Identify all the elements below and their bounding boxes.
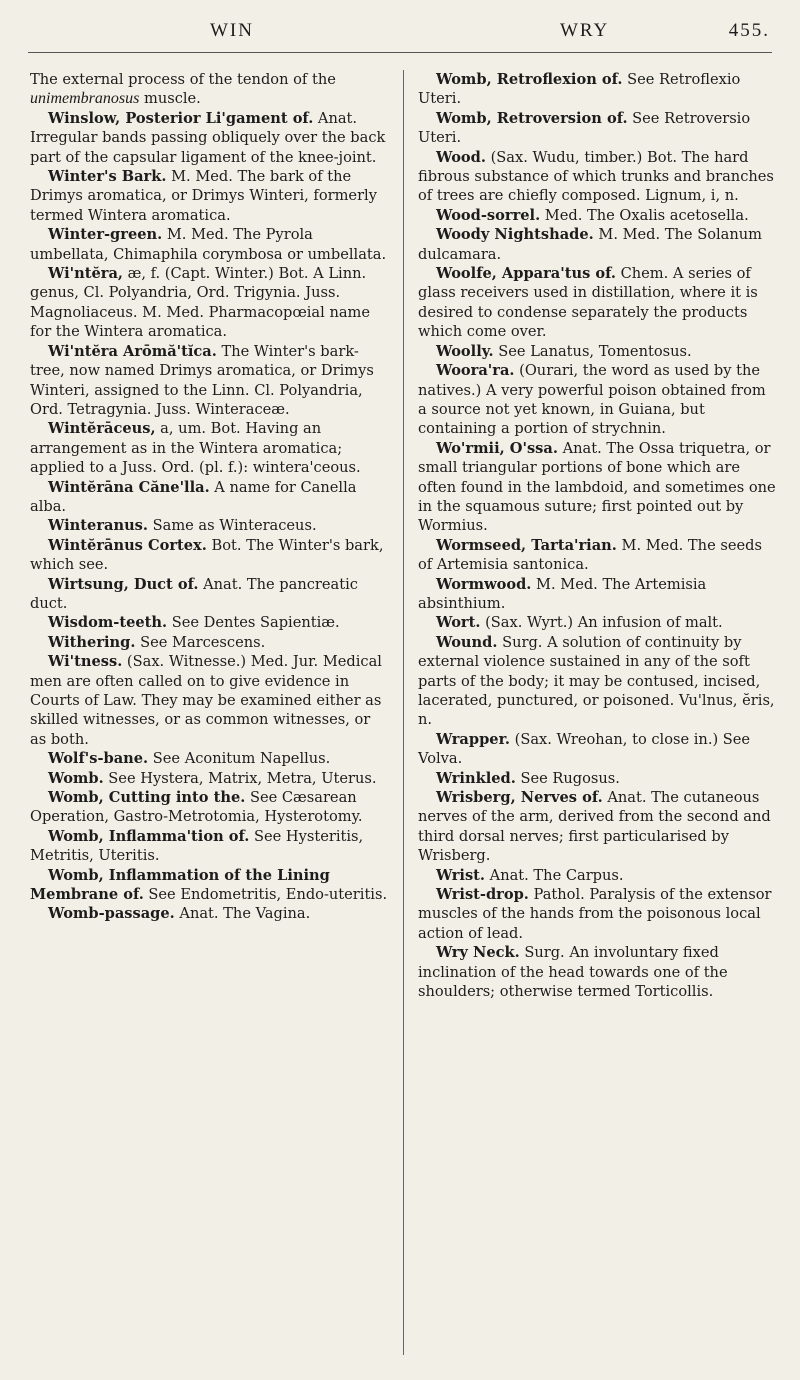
- dictionary-entry: [30, 264, 390, 342]
- entry-headword: Womb, Inflamma'tion of.: [48, 827, 250, 845]
- entry-headword: Winslow, Posterior Li'gament of.: [48, 109, 314, 127]
- dictionary-entry: [418, 788, 778, 866]
- entry-definition: M. Med. The Solanum dulcamara.: [418, 226, 762, 263]
- entry-headword: Woolfe, Appara'tus of.: [436, 265, 616, 283]
- dictionary-entry: [30, 613, 390, 632]
- entry-headword: Wrist-drop.: [436, 886, 529, 904]
- entry-headword: Withering.: [48, 633, 136, 651]
- entry-headword: Wort.: [436, 614, 481, 632]
- entry-definition: See Retroversio Uteri.: [418, 109, 751, 147]
- dictionary-entry: [30, 652, 390, 749]
- entry-definition: Anat. Irregular bands passing obliquely over the back part of the capsular ligament of the knee-joint.: [30, 109, 386, 166]
- entry-headword: Wintĕrāceus,: [48, 420, 156, 438]
- dictionary-entry: [30, 516, 390, 535]
- dictionary-entry: [418, 613, 778, 632]
- entry-headword: Winter's Bark.: [48, 168, 167, 186]
- entry-headword: Wisdom-teeth.: [48, 614, 168, 632]
- entry-definition: Surg. A solution of continuity by external violence sustained in any of the soft parts of the body; it may be contused, incised, lacerated, punctured, or poisoned. Vu'lnus, ĕris, n.: [418, 633, 775, 729]
- entry-headword: Wi'tness.: [48, 653, 123, 671]
- entry-definition: See Marcescens.: [135, 633, 266, 651]
- entry-definition: (Sax. Wyrt.) An infusion of malt.: [480, 614, 723, 632]
- entry-headword: Womb, Inflammation of the Lining Membrane of.: [30, 866, 330, 904]
- dictionary-entry: [30, 866, 390, 905]
- entry-headword: Wormwood.: [436, 575, 532, 593]
- entry-definition: Anat. The Carpus.: [485, 866, 624, 884]
- entry-definition: See Hysteritis, Metritis, Uteritis.: [30, 827, 364, 865]
- dictionary-entry: [418, 225, 778, 264]
- dictionary-entry: [30, 788, 390, 827]
- entry-headword: Woora'ra.: [436, 362, 515, 380]
- header-rule: [28, 52, 772, 53]
- entry-headword: Womb, Cutting into the.: [48, 789, 246, 807]
- entry-definition: Surg. An involuntary fixed inclination of the head towards one of the shoulders; otherwise termed Torticollis.: [418, 944, 728, 1001]
- dictionary-entry: [30, 633, 390, 652]
- dictionary-entry: [30, 70, 390, 109]
- header-left-guide-word: WIN: [210, 20, 254, 41]
- dictionary-entry: [418, 536, 778, 575]
- entry-headword: Winteranus.: [48, 517, 148, 535]
- entry-headword: Womb, Retroflexion of.: [436, 71, 623, 88]
- entry-definition: Bot. The Winter's bark, which see.: [30, 536, 384, 574]
- dictionary-entry: [30, 225, 390, 264]
- dictionary-entry: [418, 769, 778, 788]
- entry-definition: Anat. The Ossa triquetra, or small triangular portions of bone which are often found in the lambdoid, and sometimes one in the squamous suture; first pointed out by Wormius.: [418, 439, 776, 535]
- entry-definition: See Lanatus, Tomentosus.: [493, 342, 692, 360]
- column-divider: [403, 70, 404, 1355]
- dictionary-entry: [418, 148, 778, 206]
- entry-definition: See Dentes Sapientiæ.: [167, 614, 340, 632]
- entry-headword: Winter-green.: [48, 226, 163, 244]
- dictionary-entry: [418, 206, 778, 225]
- entry-headword: Womb, Retroversion of.: [436, 109, 628, 127]
- entry-headword: Wound.: [436, 633, 498, 651]
- entry-headword: Wo'rmii, O'ssa.: [436, 439, 558, 457]
- entry-definition: See Hystera, Matrix, Metra, Uterus.: [103, 769, 377, 787]
- entry-definition: See Rugosus.: [515, 769, 620, 787]
- entry-definition: Anat. The cutaneous nerves of the arm, derived from the second and third dorsal nerves; first particularised by Wrisberg.: [418, 789, 771, 865]
- entry-definition: æ, f. (Capt. Winter.) Bot. A Linn. genus, Cl. Polyandria, Ord. Trigynia. Juss. Magnoliaceus. M. Med. Pharmacopœial name for the Wintera aromatica.: [30, 265, 371, 341]
- entry-definition: Anat. The pancreatic duct.: [30, 575, 358, 612]
- entry-definition: M. Med. The Artemisia absinthium.: [418, 575, 707, 612]
- dictionary-entry: [418, 439, 778, 536]
- continued-text-italic: unimembranosus: [30, 90, 140, 108]
- dictionary-entry: [30, 342, 390, 420]
- entry-definition: Pathol. Paralysis of the extensor muscles of the hands from the poisonous local action of lead.: [418, 886, 772, 942]
- dictionary-entry: [30, 109, 390, 167]
- entry-headword: Womb.: [48, 769, 104, 787]
- dictionary-entry: [418, 361, 778, 439]
- entry-definition: See Retroflexio Uteri.: [418, 71, 741, 108]
- dictionary-entry: [418, 109, 778, 148]
- dictionary-entry: [418, 885, 778, 943]
- dictionary-entry: [418, 575, 778, 614]
- entry-headword: Wood-sorrel.: [436, 206, 541, 224]
- dictionary-entry: [30, 419, 390, 477]
- dictionary-entry: [418, 943, 778, 1001]
- dictionary-entry: [30, 575, 390, 614]
- entry-headword: Woody Nightshade.: [436, 226, 594, 244]
- entry-definition: M. Med. The seeds of Artemisia santonica.: [418, 536, 762, 574]
- header-right-guide-word: WRY: [560, 20, 610, 41]
- entry-headword: Wrinkled.: [436, 769, 516, 787]
- dictionary-entry: [418, 342, 778, 361]
- entry-headword: Wintĕrāna Căne'lla.: [48, 478, 210, 496]
- entry-headword: Wrisberg, Nerves of.: [436, 789, 603, 807]
- entry-definition: Chem. A series of glass receivers used in distillation, where it is desired to condense separately the products which come over.: [418, 265, 758, 341]
- page-number: 455.: [728, 20, 770, 41]
- right-column: [418, 70, 778, 1002]
- dictionary-entry: [30, 827, 390, 866]
- entry-definition: Med. The Oxalis acetosella.: [540, 206, 749, 224]
- continued-text: The external process of the tendon of the: [30, 71, 336, 88]
- entry-headword: Wi'ntĕra Arōmă'tĭca.: [48, 342, 217, 360]
- dictionary-entry: [418, 633, 778, 730]
- dictionary-entry: [418, 866, 778, 885]
- entry-definition: The Winter's bark-tree, now named Drimys aromatica, or Drimys Winteri, assigned to the Linn. Cl. Polyandria, Ord. Tetragynia. Juss. Winteraceæ.: [30, 342, 374, 418]
- entry-headword: Wrist.: [436, 866, 486, 884]
- entry-headword: Womb-passage.: [48, 905, 175, 923]
- entry-definition: See Cæsarean Operation, Gastro-Metrotomia, Hysterotomy.: [30, 789, 363, 826]
- dictionary-entry: [30, 536, 390, 575]
- entry-definition: (Sax. Wreohan, to close in.) See Volva.: [418, 730, 751, 768]
- entry-headword: Wirtsung, Duct of.: [48, 575, 199, 593]
- entry-definition: (Sax. Witnesse.) Med. Jur. Medical men are often called on to give evidence in Courts of Law. They may be examined either as skilled witnesses, or as common witnesses, or as both.: [30, 653, 382, 748]
- entry-headword: Wrapper.: [436, 730, 511, 748]
- dictionary-entry: [418, 70, 778, 109]
- dictionary-entry: [30, 167, 390, 225]
- entry-definition: (Sax. Wudu, timber.) Bot. The hard fibrous substance of which trunks and branches of trees are chiefly composed. Lignum, i, n.: [418, 148, 774, 205]
- entry-definition: (Ourari, the word as used by the natives.) A very powerful poison obtained from a source not yet known, in Guiana, but containing a portion of strychnin.: [418, 362, 766, 438]
- entry-headword: Wormseed, Tarta'rian.: [436, 536, 617, 554]
- entry-definition: M. Med. The bark of the Drimys aromatica, or Drimys Winteri, formerly termed Wintera aromatica.: [30, 168, 377, 224]
- entry-definition: See Endometritis, Endo-uteritis.: [143, 886, 388, 904]
- entry-headword: Wry Neck.: [436, 944, 520, 962]
- entry-definition: A name for Canella alba.: [30, 478, 357, 515]
- entry-headword: Wi'ntĕra,: [48, 265, 124, 283]
- running-header: [30, 20, 770, 50]
- continued-text-tail: muscle.: [139, 90, 201, 108]
- entry-definition: Same as Winteraceus.: [147, 517, 317, 535]
- entry-definition: Anat. The Vagina.: [174, 905, 311, 923]
- dictionary-entry: [30, 749, 390, 768]
- dictionary-entry: [418, 730, 778, 769]
- entry-headword: Woolly.: [436, 342, 494, 360]
- entry-headword: Wood.: [436, 148, 486, 166]
- dictionary-entry: [418, 264, 778, 342]
- entry-definition: a, um. Bot. Having an arrangement as in the Wintera aromatica; applied to a Juss. Ord. (pl. f.): wintera'ceous.: [30, 420, 361, 477]
- entry-definition: See Aconitum Napellus.: [148, 750, 331, 768]
- dictionary-entry: [30, 904, 390, 923]
- entry-headword: Wintĕrānus Cortex.: [48, 536, 207, 554]
- entry-headword: Wolf's-bane.: [48, 750, 149, 768]
- dictionary-entry: [30, 478, 390, 517]
- left-column: [30, 70, 390, 924]
- entry-definition: M. Med. The Pyrola umbellata, Chimaphila corymbosa or umbellata.: [30, 226, 387, 263]
- dictionary-entry: [30, 769, 390, 788]
